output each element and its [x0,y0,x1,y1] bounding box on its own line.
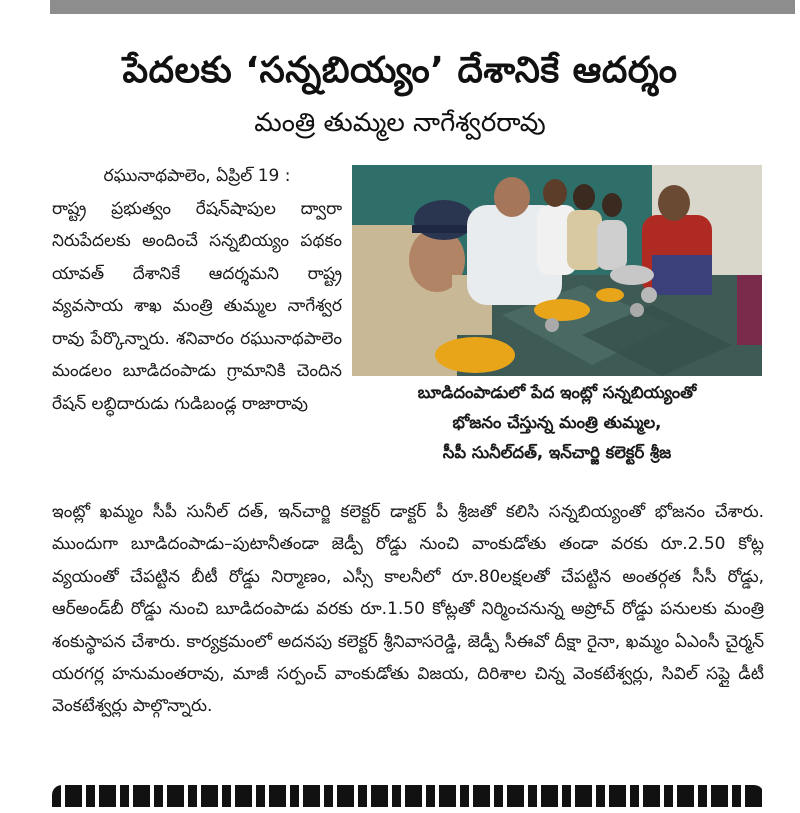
photo-illustration [352,165,762,376]
caption-line: సీపీ సునీల్‌దత్, ఇన్‌చార్జి కలెక్టర్ శ్రీజ [442,443,672,462]
column-text [52,160,342,420]
next-article-headline-cropped [52,773,764,813]
top-bar [50,0,795,14]
caption-line: బూడిదంపాడులో పేద ఇంట్లో సన్నబియ్యంతో [417,383,697,402]
column-body: రాష్ట్ర ప్రభుత్వం రేషన్‌షాపుల ద్వారా నిరుపేదలకు అందించే సన్నబియ్యం పథకం యావత్ దేశానికే ఆదర్శమని రాష్ట్ర వ్యవసాయ శాఖ మంత్రి తుమ్మల నాగేశ్వర రావు పేర్కొన్నారు. శనివారం రఘునాథపాలెం మండలం బూడిదంపాడు గ్రామానికి చెందిన రేషన్ లబ్ధిదారుడు గుడిబండ్ల రాజారావు [52,198,342,414]
dateline: రఘునాథపాలెం, ఏప్రిల్ 19 : [103,166,291,186]
caption-line: భోజనం చేస్తున్న మంత్రి తుమ్మల, [452,413,662,432]
police-cap [414,200,474,240]
photo-caption [352,378,762,470]
subheadline: మంత్రి తుమ్మల నాగేశ్వరరావు [254,108,546,138]
news-photo [352,165,762,376]
food-plate [435,337,515,373]
headline: పేదలకు ‘సన్నబియ్యం’ దేశానికే ఆదర్శం [122,50,678,91]
article-body: ఇంట్లో ఖమ్మం సీపీ సునీల్ దత్, ఇన్‌చార్జి కలెక్టర్ డాక్టర్ పీ శ్రీజతో కలిసి సన్నబియ్యంతో భోజనం చేశారు. ముందుగా బూడిదంపాడు–పుటానీతండా జెడ్పీ రోడ్డు నుంచి వాంకుడోతు తండా వరకు రూ.2.50 కోట్ల వ్యయంతో చేపట్టిన బీటీ రోడ్డు నిర్మాణం, ఎస్సీ కాలనీలో రూ.80లక్షలతో చేపట్టిన అంతర్గత సీసీ రోడ్డు, ఆర్‌అండ్‌బీ రోడ్డు నుంచి బూడిదంపాడు వరకు రూ.1.50 కోట్లతో నిర్మించనున్న అప్రోచ్ రోడ్డు పనులకు మంత్రి శంకుస్థాపన చేశారు. కార్యక్రమంలో అదనపు కలెక్టర్ శ్రీనివాసరెడ్డి, జెడ్పీ సీఈవో దీక్షా రైనా, ఖమ్మం ఏఎంసీ చైర్మన్ యరగర్ల హనుమంతరావు, మాజీ సర్పంచ్ వాంకుడోతు విజయ, దిరిశాల చిన్న వెంకటేశ్వర్లు, సివిల్ సప్లై డీటీ వెంకటేశ్వర్లు పాల్గొన్నారు. [52,502,764,717]
